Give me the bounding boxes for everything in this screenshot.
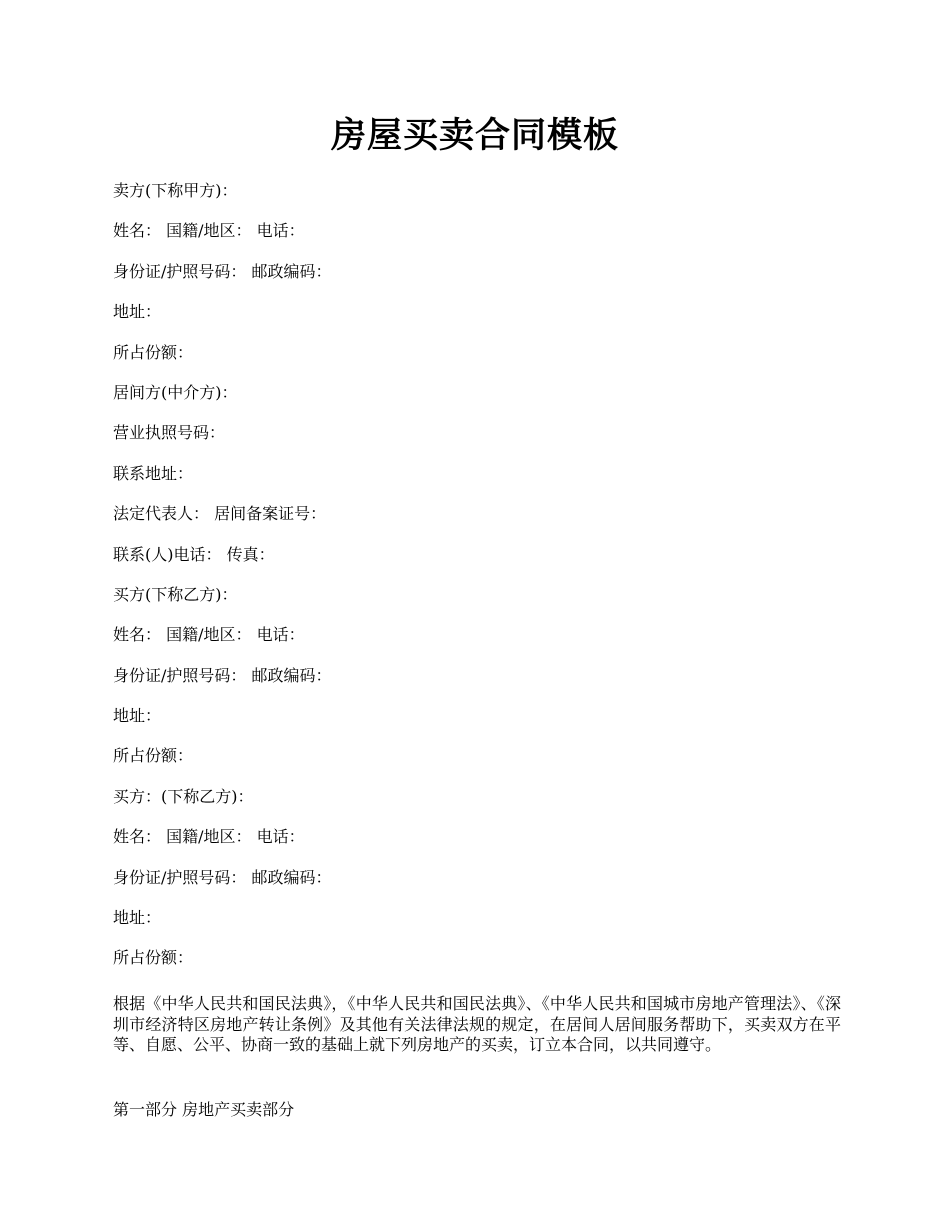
agent-address-line: 联系地址： <box>113 463 194 483</box>
seller-name-line: 姓名： 国籍/地区： 电话： <box>113 221 305 241</box>
section-heading: 第一部分 房地产买卖部分 <box>113 1100 295 1119</box>
second-buyer-address-line: 地址： <box>113 908 162 928</box>
legal-basis-paragraph: 根据《中华人民共和国民法典》，《中华人民共和国民法典》、《中华人民共和国城市房地产管理法》、《深圳市经济特区房地产转让条例》及其他有关法律法规的规定，在居间人居间服务帮助下，买卖双方在平等、自愿、公平、协商一致的基础上就下列房地产的买卖，订立本合同，以共同遵守。 <box>113 994 841 1054</box>
seller-share-line: 所占份额： <box>113 342 194 362</box>
second-buyer-heading: 买方：(下称乙方)： <box>113 786 254 806</box>
party-info-block <box>113 181 843 989</box>
agent-contact-line: 联系(人)电话： 传真： <box>113 544 275 564</box>
seller-id-line: 身份证/护照号码： 邮政编码： <box>113 261 332 281</box>
buyer-id-line: 身份证/护照号码： 邮政编码： <box>113 665 332 685</box>
seller-heading: 卖方(下称甲方)： <box>113 181 238 200</box>
agent-representative-line: 法定代表人： 居间备案证号： <box>113 504 327 524</box>
buyer-share-line: 所占份额： <box>113 746 194 766</box>
second-buyer-name-line: 姓名： 国籍/地区： 电话： <box>113 827 305 847</box>
buyer-heading: 买方(下称乙方)： <box>113 584 238 604</box>
seller-address-line: 地址： <box>113 302 162 322</box>
buyer-name-line: 姓名： 国籍/地区： 电话： <box>113 625 305 645</box>
buyer-address-line: 地址： <box>113 706 162 726</box>
second-buyer-share-line: 所占份额： <box>113 948 194 968</box>
document-title: 房屋买卖合同模板 <box>330 115 619 156</box>
agent-heading: 居间方(中介方)： <box>113 382 238 402</box>
agent-license-line: 营业执照号码： <box>113 423 226 443</box>
second-buyer-id-line: 身份证/护照号码： 邮政编码： <box>113 867 332 887</box>
